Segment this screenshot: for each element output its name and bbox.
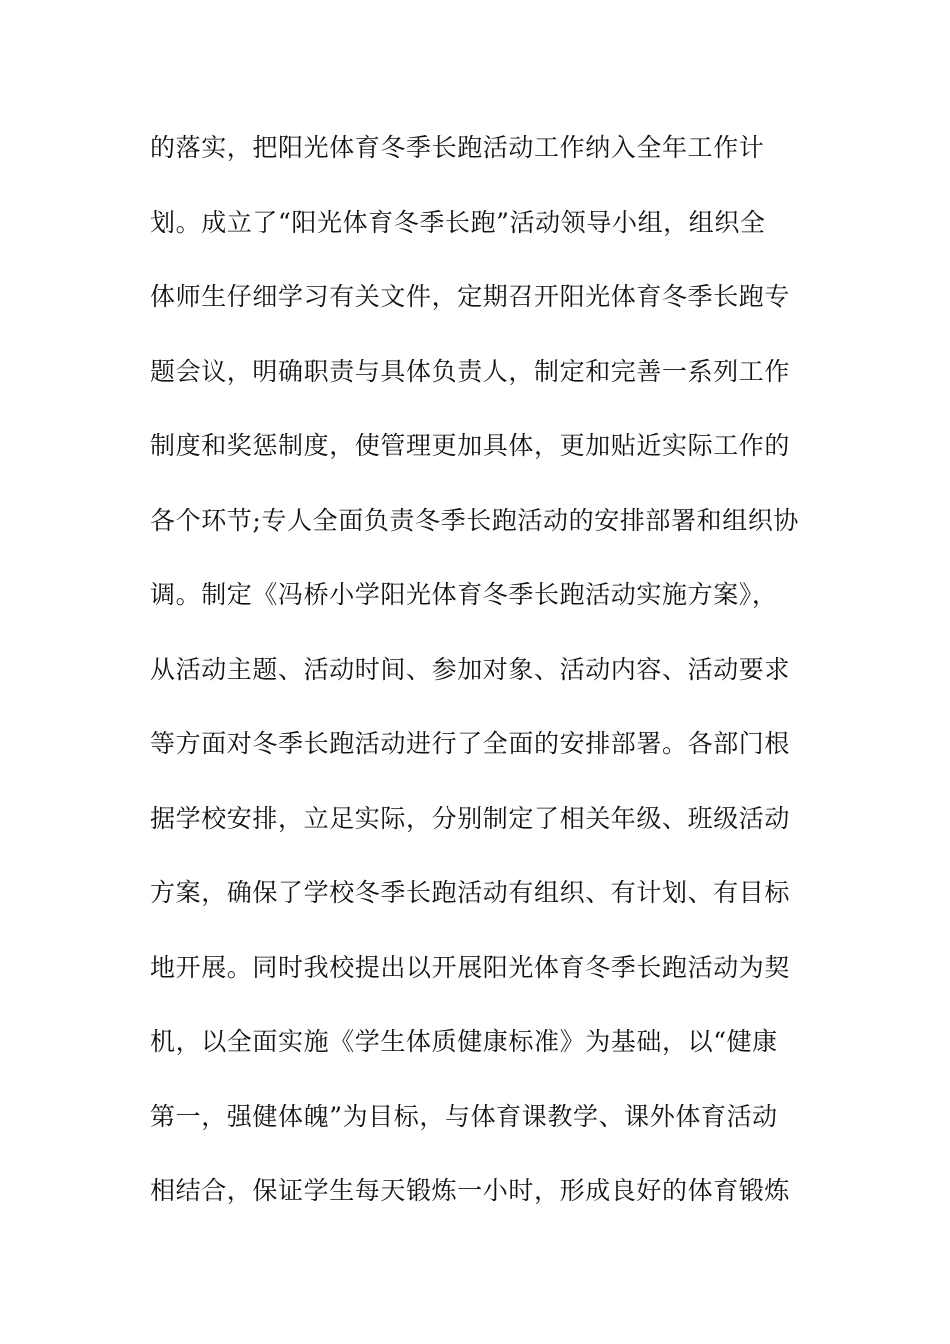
- text-line: 相结合，保证学生每天锻炼一小时，形成良好的体育锻炼: [150, 1176, 791, 1205]
- text-line: 题会议，明确职责与具体负责人，制定和完善一系列工作: [150, 356, 791, 386]
- text-line: 地开展。同时我校提出以开展阳光体育冬季长跑活动为契: [150, 952, 791, 982]
- text-line: 各个环节;专人全面负责冬季长跑活动的安排部署和组织协: [150, 505, 800, 535]
- text-line: 方案，确保了学校冬季长跑活动有组织、有计划、有目标: [150, 878, 791, 907]
- text-line: 从活动主题、活动时间、参加对象、活动内容、活动要求: [150, 654, 791, 684]
- text-line: 划。成立了“阳光体育冬季长跑”活动领导小组，组织全: [150, 207, 766, 237]
- text-line: 制度和奖惩制度，使管理更加具体，更加贴近实际工作的: [150, 431, 791, 460]
- text-line: 体师生仔细学习有关文件，定期召开阳光体育冬季长跑专: [150, 282, 791, 311]
- text-line: 第一，强健体魄”为目标，与体育课教学、课外体育活动: [150, 1101, 778, 1131]
- text-line: 据学校安排，立足实际，分别制定了相关年级、班级活动: [150, 803, 791, 833]
- text-line: 的落实，把阳光体育冬季长跑活动工作纳入全年工作计: [150, 133, 765, 162]
- text-line: 调。制定《冯桥小学阳光体育冬季长跑活动实施方案》，: [150, 580, 778, 609]
- text-line: 机，以全面实施《学生体质健康标准》为基础，以“健康: [150, 1027, 778, 1056]
- body-paragraph: [150, 128, 810, 1246]
- text-line: 等方面对冬季长跑活动进行了全面的安排部署。各部门根: [150, 729, 791, 758]
